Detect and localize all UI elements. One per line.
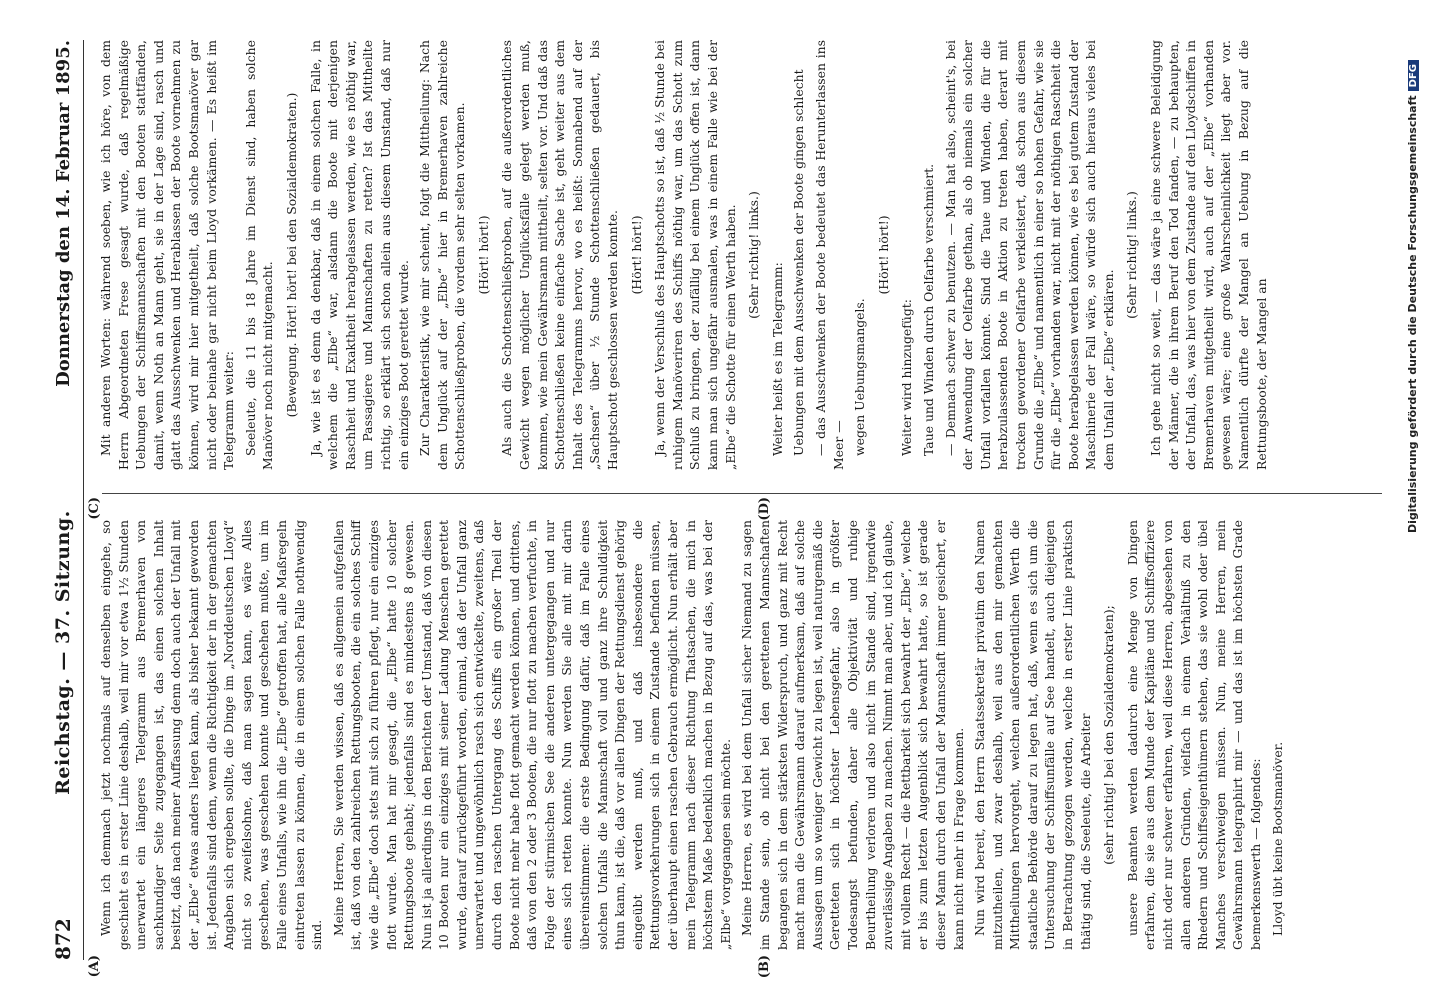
paragraph: (Hört! hört!) [875, 215, 891, 295]
paragraph: (Hört! hört!) [475, 215, 491, 295]
paragraph: Ich gehe nicht so weit, — das wäre ja eine schwere Beleidigung der Männer, die in ihrem Beruf den Tod fanden, — zu behaupten, der Unfall, das, was hier von dem Zustande auf den Lloydschiffen in Bremerhaven mitgetheilt wird, auch auf der „Elbe“ vorhanden gewesen wäre; eine große Wahrscheinlichkeit liegt aber vor. Namentlich dürfte der Mangel an Uebung in Bezug auf die Rettungsboote, der Mangel an [1148, 40, 1269, 470]
paragraph: Weiter heißt es im Telegramm: [769, 262, 785, 456]
paragraph: Taue und Winden durch Oelfarbe verschmiert. [920, 163, 936, 456]
page-header [43, 40, 84, 960]
session-title: Reichstag. — 37. Sitzung. [52, 510, 74, 795]
right-text-column [97, 40, 1387, 470]
paragraph: Meine Herren, Sie werden wissen, daß es allgemein aufgefallen ist, daß von den zahlreichen Rettungsbooten, die ein solches Schiff wie die „Elbe“ doch stets mit sich zu führen pflegt, nur ein einziges flott wurde. Man hat mir gesagt, die „Elbe“ hatte 10 solcher Rettungsboote gehabt; jedenfalls sind es mindestens 8 gewesen. Nun ist ja allerdings in den Berichten der Umstand, daß von diesen 10 Booten nur ein einziges mit seiner Ladung Menschen gerettet wurde, darauf zurückgeführt worden, einmal, daß der Unfall ganz unerwartet und ungewöhnlich rasch sich entwickelte, zweitens, daß durch den raschen Untergang des Schiffs ein großer Theil der Boote nicht mehr habe flott gemacht werden können, und drittens, daß von den 2 oder 3 Booten, die nur flott zu machen verfuchte, in Folge der stürmischen See die anderen untergegangen und nur eines sich retten konnte. Nun werden Sie alle mit mir darin übereinstimmen: die erste Bedingung dafür, daß im Falle eines solchen Unfalls die Mannschaft voll und ganz ihre Schuldigkeit thun kann, ist die, daß vor allen Dingen der Rettungsdienst gehörig eingeübt werden muß, und daß insbesondere die Rettungsvorkehrungen sich in einem Zustande befinden müssen, der überhaupt einen raschen Gebrauch ermöglicht. Nun erhält aber mein Telegramm nach dieser Richtung Thatsachen, die mich in höchstem Maße bedenklich machen in Bezug auf das, was bei der „Elbe“ vorgegangen sein möchte. [330, 520, 733, 950]
paragraph: Ja, wenn der Verschluß des Hauptschotts so ist, daß ½ Stunde bei ruhigem Manöveriren des Schiffs nöthig war, um das Schott zum Schluß zu bringen, der zufällig bei einem Unglück offen ist, dann kann man sich ungefähr ausmalen, was in einem Falle wie bei der „Elbe“ die Schotte für einen Werth haben. [652, 40, 738, 470]
paragraph: (sehr richtig! bei den Sozialdemokraten); [1101, 605, 1117, 865]
left-text-column [97, 520, 1387, 950]
paragraph: Nun wird bereit, den Herrn Staatssekretär privatim den Namen mitzutheilen, und zwar deshalb, weil aus den mir gemachten Mittheilungen hervorgeht, welchen außerordentlichen Werth die staatliche Behörde darauf zu legen hat, daß, wenn es sich um die Untersuchung der Schiffsunfälle auf See handelt, auch diejenigen in Betrachtung gezogen werden, welche in erster Linie praktisch thätig sind, die Seeleute, die Arbeiter [972, 520, 1093, 950]
paragraph: Uebungen mit dem Ausschwenken der Boote gingen schlecht [791, 69, 807, 456]
paragraph: (Hört! hört!) [628, 215, 644, 295]
margin-marker-c: (C) [87, 497, 102, 520]
paragraph: Ja, wie ist es denn da denkbar, daß in einem solchen Falle, in welchem die „Elbe“ war, alsdann die Boote mit derjenigen Raschheit und Exaktheit herabgelassen werden, wie es nöthig war, um Passagiere und Mannschaften zu retten? Ist das Mittheilte richtig, so erklärt sich schon allein aus diesem Umstand, daß nur ein einziges Boot gerettet wurde. [307, 40, 411, 470]
paragraph: Zur Charakteristik, wie mir scheint, folgt die Mittheilung: Nach dem Unglück auf der „Elbe“ hier in Bremerhaven zahlreiche Schottenschließproben, die vordem sehr selten vorkamen. [417, 40, 468, 470]
paragraph: Weiter wird hinzugefügt: [899, 299, 915, 456]
column-divider [102, 493, 1382, 494]
paragraph: Wenn ich demnach jetzt nochmals auf denselben eingehe, so geschieht es in erster Linie deshalb, weil mir vor etwa 1½ Stunden unerwartet ein längeres Telegramm aus Bremerhaven von sachkundiger Seite zugegangen ist, das einen solchen Inhalt besitzt, daß nach meiner Auffassung denn doch auch der Unfall mit der „Elbe“ etwas anders liegen kann, als bisher bekannt geworden ist. Jedenfalls sind denn, wenn die Richtigkeit der in der gemachten Angaben sich ergeben sollte, die Dinge im „Norddeutschen Lloyd“ nicht so zweifelsohne, daß man sagen kann, es wäre Alles geschehen, was geschehen konnte und geschehen mußte, um im Falle eines Unfalls, wie ihn die „Elbe“ getroffen hat, alle Maßregeln eintreten lassen zu können, die in einem solchen Falle nothwendig sind. [98, 520, 325, 950]
paragraph: Meine Herren, es wird bei dem Unfall sicher Niemand zu sagen im Stande sein, ob nicht bei den gerettenen Mannschaften begangen sich in dem stärksten Widerspruch, und ganz mit Recht macht man die Gewährsmann darauf aufmerksam, daß auf solche Aussagen um so weniger Gewicht zu legen ist, weil naturgemäß die Geretteten sich in höchster Lebensgefahr, also in größter Todesangst befunden, daher alle Objektivität und ruhige Beurtheilung verloren und also nicht im Stande sind, irgendwie zuverlässige Angaben zu machen. Nimmt man aber, und ich glaube, mit vollem Recht — die Rettbarkeit sich bewahrt der „Elbe“, welche er bis zum letzten Augenblick sich bewahrt hatte, so ist gerade dieser Mann durch den Unfall der Mannschaft immer gesichert, er kann nicht mehr in Frage kommen. [739, 520, 966, 950]
margin-marker-b: (B) [757, 955, 772, 979]
paragraph: Als auch die Schottenschließproben, auf die außerordentliches Gewicht wegen möglicher Unglücksfälle gelegt werden muß, kommen, wie mein Gewährsmann mittheilt, selten vor. Und daß das Schottenschließen keine einfache Sache ist, geht weiter aus dem Inhalt des Telegramms hervor, wo es heißt: Sonnabend auf der „Sachsen“ über ½ Stunde Schottenschließen gedauert, bis Hauptschott geschlossen werden konnte. [499, 40, 621, 470]
margin-marker-a: (A) [87, 955, 102, 978]
paragraph: unsere Beamten werden dadurch eine Menge von Dingen erfahren, die sie aus dem Munde der Kapitäne und Schiffsoffiziere nicht oder nur schwer erfahren, weil diese Herren, abgesehen von allen anderen Gründen, vielfach in einem Verhältniß zu den Rhedern und Schiffseigenthümern stehen, das sie wohl oder übel Manches verschweigen müssen. Nun, meine Herren, mein Gewährsmann telegraphirt mir — und das ist im höchsten Grade bemerkenswerth — folgendes: [1124, 520, 1263, 950]
paragraph: — Demnach schwer zu benutzen. — Man hat also, scheint's, bei der Anwendung der Oelfarbe gethan, als ob niemals ein solcher Unfall vorfallen könnte. Sind die Taue und Winden, die für die herabzulassenden Boote in Aktion zu treten haben, derart mit trocken gewordener Oelfarbe verkleistert, daß schon aus diesem Grunde die „Elbe“ und namentlich in einer so hohen Gefahr, wie sie für die „Elbe“ vorhanden war, nicht mit der nöthigen Raschheit die Boote herabgelassen werden können, wie es bei gutem Zustand der Maschinerie der Fall wäre, so würde sich auch hieraus vieles bei dem Unfall der „Elbe“ erklären. [942, 40, 1116, 470]
dfg-logo: DFG [1408, 60, 1419, 91]
paragraph: (Sehr richtig! links.) [1124, 191, 1140, 319]
paragraph: (Bewegung. Hört! hört! bei den Sozialdemokraten.) [283, 92, 299, 418]
paragraph: — das Ausschwenken der Boote bedeutet das Herunterlassen ins Meer — [812, 40, 846, 470]
paragraph: wegen Uebungsmangels. [852, 298, 868, 456]
paragraph: (Sehr richtig! links.) [746, 191, 762, 319]
digitization-credit [1406, 60, 1424, 940]
page-number: 872 [51, 918, 75, 960]
paragraph: Lloyd übt keine Bootsmanöver. [1269, 741, 1285, 936]
digitization-credit-text: Digitalisierung gefördert durch die Deutsche Forschungsgemeinschaft [1406, 95, 1419, 534]
margin-marker-d: (D) [757, 497, 772, 521]
paragraph: Mit anderen Worten: während soeben, wie ich höre, von dem Herrn Abgeordneten Frese gesagt wurde, daß regelmäßige Uebungen der Schiffsmannschaften mit den Booten stattfänden, damit, wenn Noth an Mann geht, sie in der Lage sind, rasch und glatt das Ausschwenken und Herablassen der Boote vornehmen zu können, wird mir hier mitgetheilt, daß solche Bootsmanöver gar nicht oder beinahe gar nicht beim Lloyd vorkämen. — Es heißt im Telegramm weiter: [98, 40, 237, 470]
paragraph: Seeleute, die 11 bis 18 Jahre im Dienst sind, haben solche Manöver noch nicht mitgemacht. [242, 40, 276, 470]
session-date: Donnerstag den 14. Februar 1895. [52, 40, 74, 387]
